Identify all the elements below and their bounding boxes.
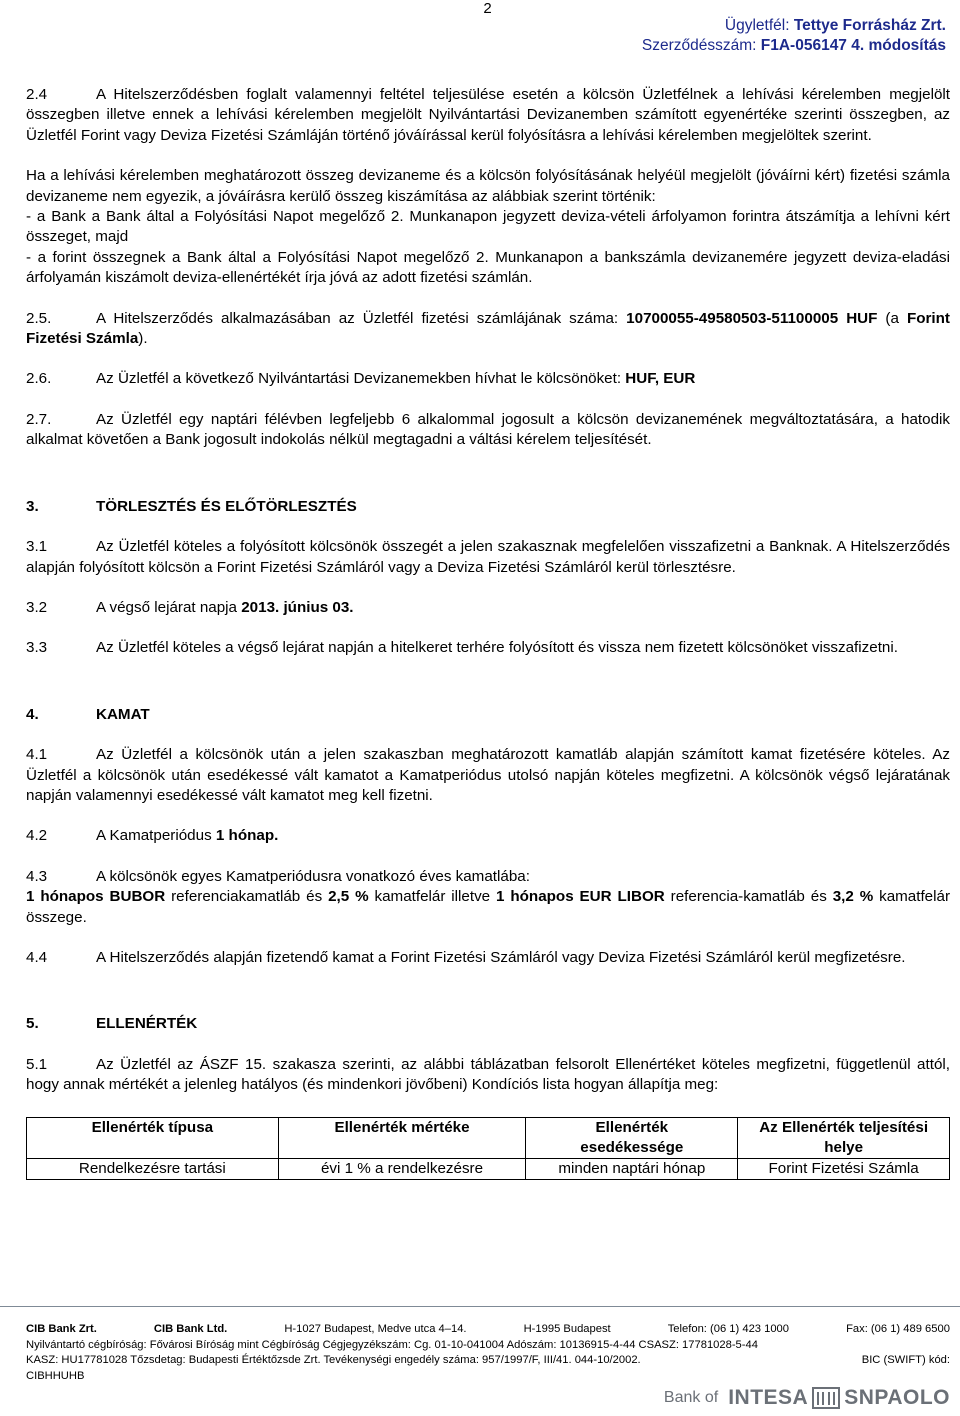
footer-phone: Telefon: (06 1) 423 1000 — [667, 1323, 790, 1335]
rate-text-1: referenciakamatláb és — [165, 888, 329, 906]
section-number: 2.6. — [26, 370, 52, 388]
account-number: 10700055-49580503-51100005 HUF — [626, 309, 878, 327]
footer-divider — [0, 1306, 960, 1307]
rate-text-3: referencia-kamatláb és — [664, 888, 833, 906]
section-number: 5. — [26, 1015, 39, 1033]
interest-rate-definition — [26, 887, 950, 928]
section-number: 3.1 — [26, 538, 48, 556]
fx-paragraph-3: - a forint összegnek a Bank által a Folyósítási Napot megelőző 2. Munkanapon a bankszámla devizanemére jegyzett deviza-eladási árfolyamán kiszámolt deviza-ellenértékét írja jóvá az adott fizetési számlán. — [26, 248, 950, 287]
section-4-heading — [26, 705, 950, 725]
rate-bubor: 1 hónapos BUBOR — [26, 888, 166, 906]
section-text: Az Üzletfél egy naptári félévben legfeljebb 6 alkalommal jogosult a kölcsön devizanemének megváltoztatására, a hatodik alkalmat követően a Bank jogosult indokolás nélkül megtagadni a váltási kérelem teljesítését. — [26, 410, 950, 449]
section-number: 4.4 — [26, 948, 48, 966]
section-5-1 — [26, 1055, 950, 1096]
header-client-name: Tettye Forrásház Zrt. — [793, 17, 946, 34]
section-number: 4.2 — [26, 827, 48, 845]
section-text: Az Üzletfél az ÁSZF 15. szakasza szerinti, az alábbi táblázatban felsorolt Ellenértéket köteles megfizetni, függetlenül attól, hogy annak mértékét a jelenleg hatályos (és mindenkori jövőbeni) Kondíciós lista hogyan állapítja meg: — [26, 1055, 950, 1094]
section-text: Az Üzletfél köteles a folyósított kölcsönök összegét a jelen szakasznak megfelelően visszafizetni a Banknak. A Hitelszerződés alapján folyósított kölcsön a Forint Fizetési Számláról vagy a Deviza Fizetési Számláról kerül törlesztésre. — [26, 538, 950, 576]
section-4-4 — [26, 948, 950, 968]
section-text-end: ). — [138, 330, 148, 348]
footer-bic-label: BIC (SWIFT) kód: — [861, 1354, 950, 1367]
section-text: A végső lejárat napja — [96, 598, 242, 616]
section-text: Az Üzletfél a kölcsönök után a jelen szakaszban meghatározott kamatláb alapján számított kamat fizetésére köteles. Az Üzletfél a kölcsönök után esedékessé vált kamatot a Kamatperiódus utolsó napján köteles megfizetni. A kölcsönök végső lejáratának napján valamennyi esedékessé vált kamatot meg kell fizetni. — [26, 746, 950, 804]
fx-paragraph-2: - a Bank a Bank által a Folyósítási Napot megelőző 2. Munkanapon jegyzett deviza-vételi árfolyamon forintra átszámítja a lehívni kért összeget, majd — [26, 208, 950, 246]
section-4-2 — [26, 826, 950, 846]
rate-libor: 1 hónapos EUR LIBOR — [496, 888, 665, 906]
section-3-1 — [26, 537, 950, 578]
section-3-heading — [26, 497, 950, 517]
section-text: Az Üzletfél a következő Nyilvántartási Devizanemekben hívhat le kölcsönöket: — [96, 370, 626, 388]
header-contract-number: F1A-056147 4. módosítás — [760, 37, 946, 54]
section-number: 2.5. — [26, 309, 52, 327]
footer-row-3 — [26, 1353, 950, 1369]
footer — [26, 1322, 950, 1384]
bank-logo — [664, 1384, 950, 1412]
maturity-date: 2013. június 03. — [241, 598, 354, 616]
section-title: KAMAT — [96, 705, 150, 723]
rate-text-4: kamatfelár összege. — [26, 888, 950, 926]
fx-paragraph-1: Ha a lehívási kérelemben meghatározott összeg devizaneme és a kölcsön folyósításának helyéül megjelölt (jóváírni kért) fizetési számla devizaneme nem egyezik, a jóváírásra kerülő összeg kiszámítása az alábbiak szerint történik: — [26, 167, 950, 205]
footer-row-1 — [26, 1322, 950, 1338]
header-client — [725, 16, 946, 35]
footer-company-en: CIB Bank Ltd. — [153, 1323, 228, 1335]
section-title: TÖRLESZTÉS ÉS ELŐTÖRLESZTÉS — [96, 497, 357, 515]
footer-registration: KASZ: HU17781028 Tőzsdetag: Budapesti Értéktőzsde Zrt. Tevékenységi engedély száma: 957/1997/F, III/41. 044-10/2002. — [26, 1354, 641, 1367]
section-number: 4.3 — [26, 867, 48, 885]
section-number: 4.1 — [26, 746, 48, 764]
section-4-1 — [26, 745, 950, 806]
logo-sanpaolo: SNPAOLO — [844, 1386, 950, 1409]
footer-fax: Fax: (06 1) 489 6500 — [846, 1323, 950, 1335]
interest-period: 1 hónap. — [215, 827, 279, 845]
rate-text-2: kamatfelár illetve — [368, 888, 497, 906]
table-header-cell: Ellenérték esedékessége — [526, 1117, 738, 1158]
section-title: ELLENÉRTÉK — [96, 1015, 198, 1033]
footer-address: H-1027 Budapest, Medve utca 4–14. — [284, 1323, 467, 1335]
fee-table — [26, 1117, 950, 1180]
table-cell: Rendelkezésre tartási — [27, 1158, 279, 1179]
document-body — [26, 85, 950, 1180]
logo-bank-of: Bank of — [663, 1389, 719, 1406]
section-text: A Hitelszerződés alapján fizetendő kamat a Forint Fizetési Számláról vagy Deviza Fizetési Számláról kerül megfizetésre. — [96, 948, 906, 966]
header-contract — [642, 36, 946, 55]
building-icon — [812, 1387, 840, 1409]
footer-postal: H-1995 Budapest — [523, 1323, 611, 1335]
header-contract-label: Szerződésszám: — [641, 37, 761, 54]
table-cell: minden naptári hónap — [526, 1158, 738, 1179]
section-3-2 — [26, 598, 950, 618]
section-number: 4. — [26, 705, 39, 723]
section-2-6 — [26, 369, 950, 389]
section-3-3 — [26, 638, 950, 658]
section-2-7 — [26, 410, 950, 451]
header-client-label: Ügyletfél: — [724, 17, 794, 34]
section-number: 5.1 — [26, 1055, 48, 1073]
section-text: A kölcsönök egyes Kamatperiódusra vonatkozó éves kamatlába: — [96, 867, 530, 885]
section-text: A Kamatperiódus — [96, 827, 216, 845]
logo-intesa: INTESA — [728, 1386, 809, 1409]
section-text: A Hitelszerződés alkalmazásában az Üzletfél fizetési számlájának száma: — [96, 309, 627, 327]
table-header-cell: Ellenérték mértéke — [278, 1117, 526, 1158]
table-header-cell: Az Ellenérték teljesítési helye — [738, 1117, 950, 1158]
section-number: 3.2 — [26, 598, 48, 616]
table-cell: évi 1 % a rendelkezésre — [278, 1158, 526, 1179]
section-text-mid: (a — [877, 309, 907, 327]
section-2-4 — [26, 85, 950, 146]
section-number: 2.7. — [26, 410, 52, 428]
footer-company-hu: CIB Bank Zrt. — [26, 1323, 97, 1335]
margin-huf: 2,5 % — [328, 888, 369, 906]
footer-row-2: Nyilvántartó cégbíróság: Fővárosi Bíróság mint Cégbíróság Cégjegyzékszám: Cg. 01-10-041004 Adószám: 10136915-4-44 CSASZ: 17781028-5-44 — [26, 1338, 758, 1351]
section-text: A Hitelszerződésben foglalt valamennyi feltétel teljesülése esetén a kölcsön Üzletfélnek a lehívási kérelemben megjelölt összegben illetve ennek a lehívási kérelemben megjelölt Nyilvántartási Devizanemben számított egyenértéke szerinti összegben, az Üzletfél Forint vagy Deviza Fizetési Számláján történő jóváírással kerül folyósításra a lehívási kérelemben megjelöltek szerint. — [26, 86, 950, 144]
table-header-row — [27, 1117, 950, 1158]
section-number: 2.4 — [26, 86, 48, 103]
page-number: 2 — [483, 0, 492, 17]
section-number: 3. — [26, 497, 39, 515]
section-text: Az Üzletfél köteles a végső lejárat napján a hitelkeret terhére folyósított és vissza nem fizetett kölcsönöket visszafizetni. — [96, 639, 898, 657]
table-header-cell: Ellenérték típusa — [27, 1117, 279, 1158]
margin-eur: 3,2 % — [832, 888, 874, 906]
table-cell: Forint Fizetési Számla — [738, 1158, 950, 1179]
section-number: 3.3 — [26, 639, 48, 657]
section-4-3 — [26, 867, 950, 887]
section-5-heading — [26, 1014, 950, 1034]
account-name: Forint Fizetési Számla — [26, 309, 950, 348]
table-row — [27, 1158, 950, 1179]
footer-bic: CIBHHUHB — [26, 1369, 85, 1382]
section-2-5 — [26, 309, 950, 350]
currencies: HUF, EUR — [625, 370, 696, 388]
